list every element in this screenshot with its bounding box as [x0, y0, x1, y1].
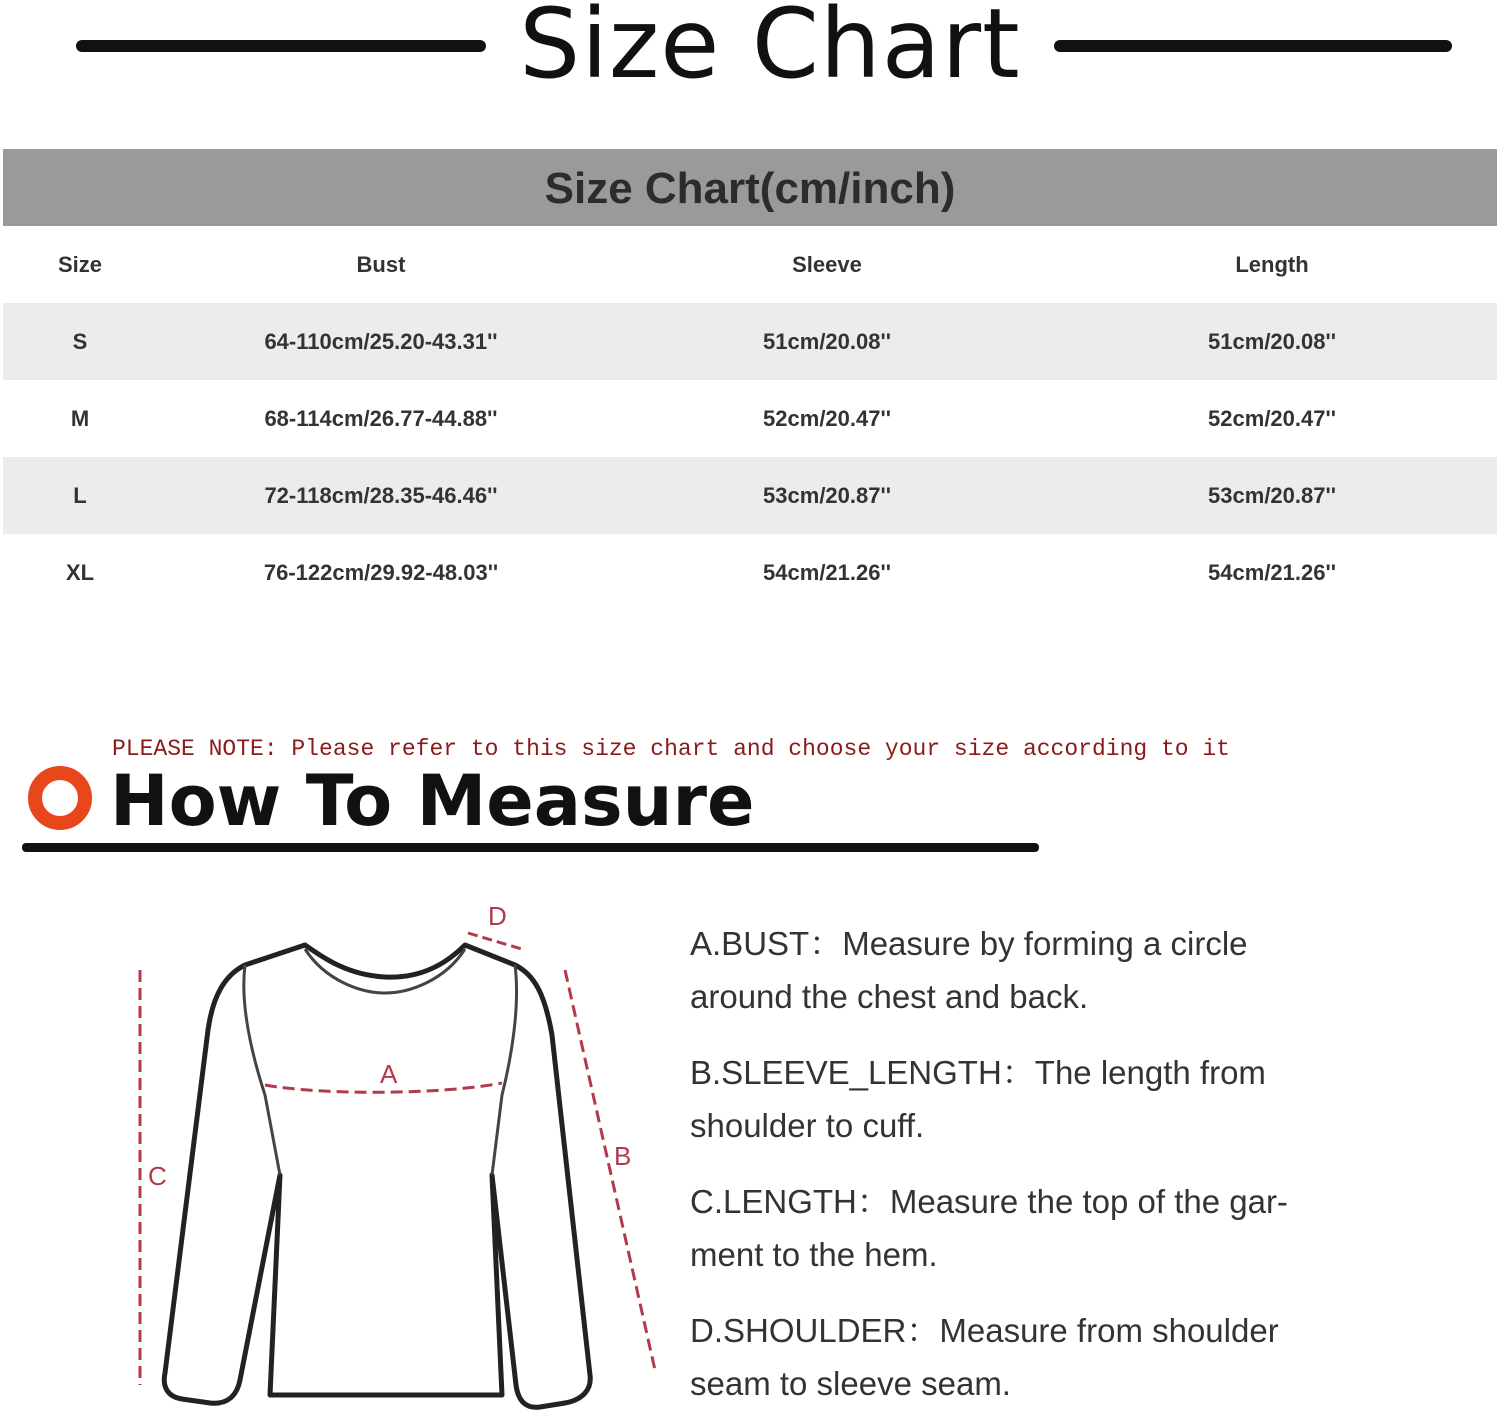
instruction-text: Measure from shoulder [939, 1312, 1279, 1349]
sleeve-measure-line [565, 970, 655, 1370]
column-header-length: Length [1235, 252, 1309, 277]
right-sleeve-seam [492, 965, 517, 1175]
instruction-text: Measure the top of the gar- [889, 1183, 1288, 1220]
instruction-sleeve [690, 1046, 1370, 1152]
instruction-shoulder [690, 1304, 1370, 1410]
ring-bullet-icon [28, 766, 92, 830]
table-column-headers [3, 226, 1497, 303]
instruction-text: seam to sleeve seam. [690, 1365, 1011, 1402]
cell-sleeve: 54cm/21.26'' [763, 560, 891, 585]
left-sleeve-seam [244, 965, 280, 1175]
length-label: C [148, 1161, 167, 1191]
garment-diagram [120, 895, 680, 1415]
cell-length: 53cm/20.87'' [1208, 483, 1336, 508]
cell-sleeve: 52cm/20.47'' [763, 406, 891, 431]
title-rule-right [1054, 40, 1452, 52]
instruction-text: shoulder to cuff. [690, 1107, 925, 1144]
instruction-text: ment to the hem. [690, 1236, 938, 1273]
instruction-head: C.LENGTH： [690, 1183, 890, 1220]
cell-length: 52cm/20.47'' [1208, 406, 1336, 431]
size-note: PLEASE NOTE: Please refer to this size chart and choose your size according to it [112, 736, 1230, 762]
table-header: Size Chart(cm/inch) [3, 149, 1497, 226]
cell-bust: 64-110cm/25.20-43.31'' [264, 329, 498, 354]
instruction-head: A.BUST： [690, 925, 843, 962]
column-header-sleeve: Sleeve [792, 252, 862, 277]
sweater-outline [164, 945, 590, 1407]
column-header-size: Size [57, 252, 103, 277]
shoulder-label: D [488, 901, 507, 931]
title-section [0, 0, 1500, 100]
cell-sleeve: 53cm/20.87'' [763, 483, 891, 508]
cell-length: 54cm/21.26'' [1208, 560, 1336, 585]
instruction-text: around the chest and back. [690, 978, 1089, 1015]
measure-title-underline [22, 843, 1039, 852]
how-to-measure-title: How To Measure [110, 760, 755, 842]
instruction-bust [690, 917, 1370, 1023]
cell-bust: 68-114cm/26.77-44.88'' [264, 406, 498, 431]
cell-bust: 72-118cm/28.35-46.46'' [264, 483, 498, 508]
title-rule-left [76, 40, 486, 52]
cell-size: L [73, 483, 87, 508]
instruction-head: D.SHOULDER： [690, 1312, 940, 1349]
table-row [3, 534, 1497, 611]
collar-line [305, 949, 465, 993]
sweater-illustration [120, 895, 680, 1415]
table-row [3, 303, 1497, 380]
cell-bust: 76-122cm/29.92-48.03'' [263, 560, 499, 585]
cell-length: 51cm/20.08'' [1208, 329, 1336, 354]
sleeve-label: B [614, 1141, 632, 1171]
column-header-bust: Bust [356, 252, 406, 277]
instruction-length [690, 1175, 1370, 1281]
cell-sleeve: 51cm/20.08'' [763, 329, 891, 354]
instruction-text: The length from [1034, 1054, 1266, 1091]
instruction-text: Measure by forming a circle [842, 925, 1248, 962]
cell-size: M [70, 406, 90, 431]
bust-label: A [380, 1059, 398, 1089]
table-row [3, 380, 1497, 457]
instruction-head: B.SLEEVE_LENGTH： [690, 1054, 1035, 1091]
cell-size: XL [65, 560, 95, 585]
table-row [3, 457, 1497, 534]
cell-size: S [72, 329, 88, 354]
page-title: Size Chart [519, 0, 1021, 100]
